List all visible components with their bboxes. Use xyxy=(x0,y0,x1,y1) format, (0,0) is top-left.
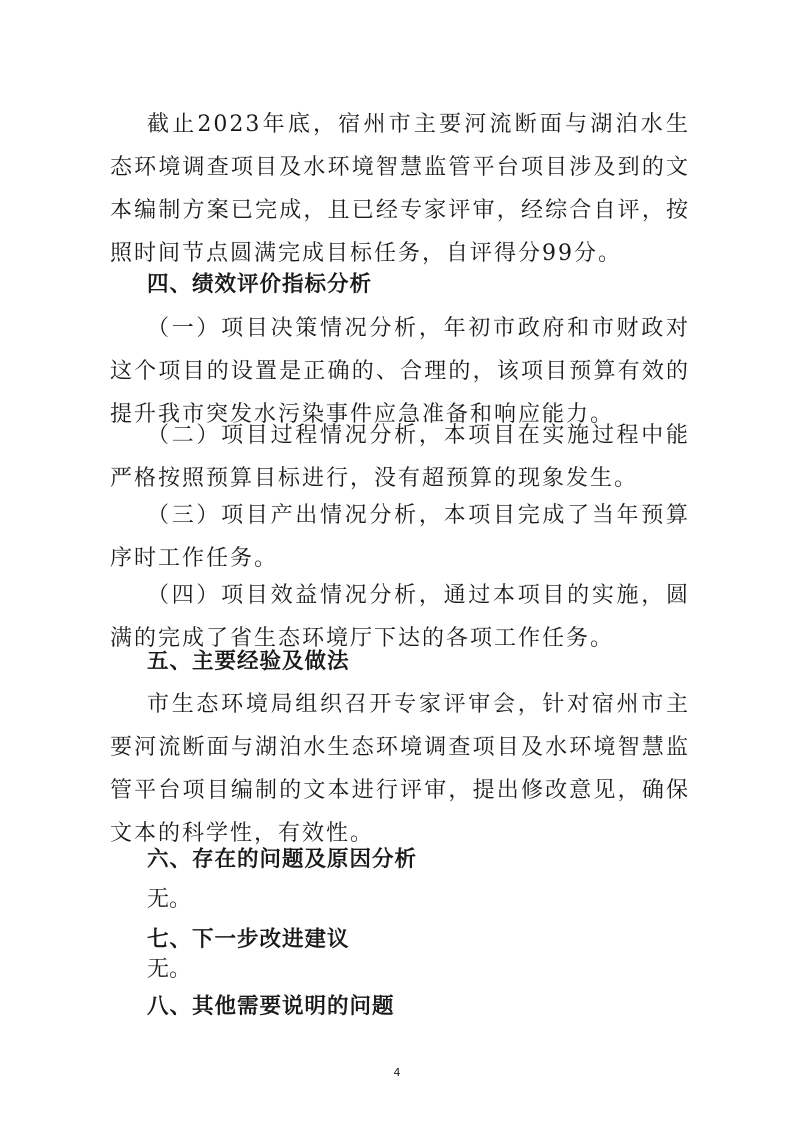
output-analysis-paragraph: （三）项目产出情况分析，本项目完成了当年预算序时工作任务。 xyxy=(110,503,690,571)
decision-analysis-paragraph: （一）项目决策情况分析，年初市政府和市财政对这个项目的设置是正确的、合理的，该项目预算有效的提升我市突发水污染事件应急准备和响应能力。 xyxy=(110,316,690,427)
intro-paragraph: 截止2023年底，宿州市主要河流断面与湖泊水生态环境调查项目及水环境智慧监管平台项目涉及到的文本编制方案已完成，且已经专家评审，经综合自评，按照时间节点圆满完成目标任务，自评得分99分。 xyxy=(110,112,690,266)
section-heading-problems: 六、存在的问题及原因分析 xyxy=(147,847,418,872)
section-heading-other-notes: 八、其他需要说明的问题 xyxy=(147,994,395,1019)
benefit-analysis-paragraph: （四）项目效益情况分析，通过本项目的实施，圆满的完成了省生态环境厅下达的各项工作任务。 xyxy=(110,583,690,651)
problems-text: 无。 xyxy=(147,887,192,912)
section-heading-performance-analysis: 四、绩效评价指标分析 xyxy=(147,272,373,297)
process-analysis-paragraph: （二）项目过程情况分析，本项目在实施过程中能严格按照预算目标进行，没有超预算的现象发生。 xyxy=(110,423,690,491)
section-heading-improvement: 七、下一步改进建议 xyxy=(147,927,350,952)
experience-paragraph: 市生态环境局组织召开专家评审会，针对宿州市主要河流断面与湖泊水生态环境调查项目及水环境智慧监管平台项目编制的文本进行评审，提出修改意见，确保文本的科学性，有效性。 xyxy=(110,692,690,846)
page-number: 4 xyxy=(393,1066,401,1079)
section-heading-experience: 五、主要经验及做法 xyxy=(147,649,350,674)
improvement-text: 无。 xyxy=(147,957,192,982)
